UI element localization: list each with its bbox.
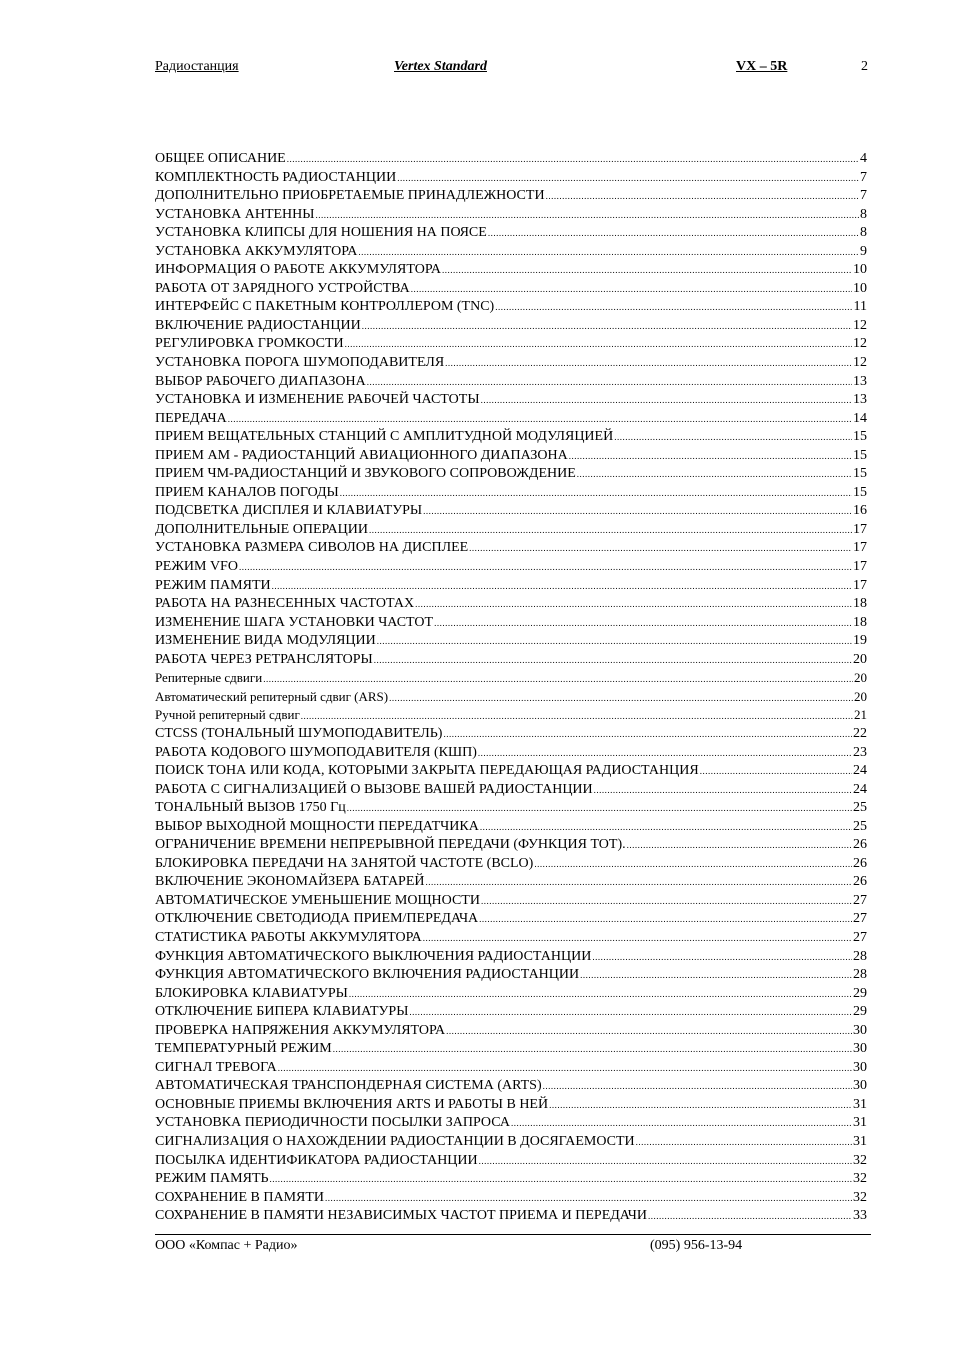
toc-entry-page: 31 (853, 1096, 867, 1112)
toc-entry-page: 20 (854, 670, 867, 686)
toc-entry-page: 12 (853, 317, 867, 333)
toc-entry[interactable] (155, 985, 867, 1004)
toc-dot-leader (594, 781, 852, 800)
toc-entry[interactable] (155, 484, 867, 503)
toc-entry-page: 31 (853, 1133, 867, 1149)
toc-entry[interactable] (155, 1189, 867, 1208)
toc-entry-page: 22 (853, 725, 867, 741)
toc-entry-page: 15 (853, 484, 867, 500)
toc-entry-page: 17 (853, 540, 867, 556)
toc-entry-title: ДОПОЛНИТЕЛЬНО ПРИОБРЕТАЕМЫЕ ПРИНАДЛЕЖНОСТИ (155, 188, 545, 204)
toc-entry[interactable] (155, 966, 867, 985)
toc-entry[interactable] (155, 836, 867, 855)
toc-entry[interactable] (155, 502, 867, 521)
toc-entry[interactable] (155, 614, 867, 633)
toc-entry-page: 29 (853, 985, 867, 1001)
toc-dot-leader (272, 577, 852, 596)
toc-entry[interactable] (155, 298, 867, 317)
toc-entry[interactable] (155, 688, 867, 707)
toc-entry[interactable] (155, 669, 867, 688)
toc-entry-title: CTCSS (ТОНАЛЬНЫЙ ШУМОПОДАВИТЕЛЬ) (155, 725, 443, 741)
toc-entry-page: 24 (853, 763, 867, 779)
toc-entry-page: 9 (860, 243, 867, 259)
toc-entry[interactable] (155, 1022, 867, 1041)
toc-dot-leader (445, 354, 852, 373)
toc-dot-leader (614, 428, 852, 447)
toc-entry-title: СОХРАНЕНИЕ В ПАМЯТИ (155, 1189, 325, 1205)
toc-entry[interactable] (155, 150, 867, 169)
footer-company: ООО «Компас + Радио» (155, 1238, 298, 1253)
toc-entry-page: 20 (854, 688, 867, 704)
toc-entry[interactable] (155, 447, 867, 466)
toc-entry[interactable] (155, 1170, 867, 1189)
toc-dot-leader (287, 150, 859, 169)
toc-entry-page: 7 (860, 169, 867, 185)
toc-dot-leader (367, 373, 852, 392)
toc-entry-title: ТОНАЛЬНЫЙ ВЫЗОВ 1750 Гц (155, 800, 346, 816)
toc-entry-title: РАБОТА ОТ ЗАРЯДНОГО УСТРОЙСТВА (155, 280, 410, 296)
toc-entry-page: 4 (860, 151, 867, 166)
toc-entry[interactable] (155, 799, 867, 818)
toc-dot-leader (426, 873, 853, 892)
toc-entry[interactable] (155, 1133, 867, 1152)
toc-dot-leader (347, 799, 852, 818)
toc-entry[interactable] (155, 521, 867, 540)
toc-entry-title: РАБОТА С СИГНАЛИЗАЦИЕЙ О ВЫЗОВЕ ВАШЕЙ РАДИОСТАНЦИИ (155, 781, 593, 797)
toc-dot-leader (478, 744, 852, 763)
toc-entry-page: 26 (853, 837, 867, 853)
toc-entry-page: 28 (853, 948, 867, 964)
toc-entry-title: ПРИЕМ АМ - РАДИОСТАНЦИЙ АВИАЦИОННОГО ДИАПАЗОНА (155, 447, 568, 463)
toc-entry-page: 8 (860, 206, 867, 222)
toc-entry-page: 28 (853, 967, 867, 983)
table-of-contents (155, 150, 867, 1226)
toc-entry-page: 15 (853, 429, 867, 445)
toc-entry-page: 17 (853, 577, 867, 593)
toc-entry[interactable] (155, 1040, 867, 1059)
toc-entry-title: ПОИСК ТОНА ИЛИ КОДА, КОТОРЫМИ ЗАКРЫТА ПЕРЕДАЮЩАЯ РАДИОСТАНЦИЯ (155, 763, 699, 779)
toc-entry[interactable] (155, 762, 867, 781)
toc-entry-title: ИЗМЕНЕНИЕ ШАГА УСТАНОВКИ ЧАСТОТ (155, 614, 434, 630)
toc-dot-leader (481, 391, 852, 410)
toc-entry[interactable] (155, 1114, 867, 1133)
header-brand: Vertex Standard (394, 59, 487, 74)
toc-entry-title: ПРИЕМ ЧМ-РАДИОСТАНЦИЙ И ЗВУКОВОГО СОПРОВОЖДЕНИЕ (155, 466, 576, 482)
toc-entry-title: ВЫБОР РАБОЧЕГО ДИАПАЗОНА (155, 373, 366, 389)
toc-entry-page: 27 (853, 892, 867, 908)
toc-dot-leader (270, 1170, 852, 1189)
page-footer (155, 1238, 871, 1256)
toc-entry-title: ТЕМПЕРАТУРНЫЙ РЕЖИМ (155, 1041, 332, 1057)
toc-entry[interactable] (155, 335, 867, 354)
toc-entry-title: УСТАНОВКА КЛИПСЫ ДЛЯ НОШЕНИЯ НА ПОЯСЕ (155, 225, 487, 241)
toc-entry-title: ПОСЫЛКА ИДЕНТИФИКАТОРА РАДИОСТАНЦИИ (155, 1152, 478, 1168)
toc-dot-leader (374, 651, 852, 670)
toc-dot-leader (411, 280, 852, 299)
toc-entry-title: Автоматический репитерный сдвиг (ARS) (155, 688, 389, 704)
toc-dot-leader (397, 169, 859, 188)
toc-dot-leader (580, 966, 852, 985)
toc-entry-title: ОТКЛЮЧЕНИЕ СВЕТОДИОДА ПРИЕМ/ПЕРЕДАЧА (155, 911, 479, 927)
toc-entry-title: УСТАНОВКА ПОРОГА ШУМОПОДАВИТЕЛЯ (155, 355, 445, 371)
toc-entry[interactable] (155, 539, 867, 558)
toc-entry-title: ПРИЕМ КАНАЛОВ ПОГОДЫ (155, 484, 339, 500)
toc-dot-leader (340, 484, 852, 503)
toc-entry-title: КОМПЛЕКТНОСТЬ РАДИОСТАНЦИИ (155, 169, 397, 185)
toc-entry-title: ВКЛЮЧЕНИЕ ЭКОНОМАЙЗЕРА БАТАРЕЙ (155, 874, 425, 890)
toc-entry-title: ДОПОЛНИТЕЛЬНЫЕ ОПЕРАЦИИ (155, 521, 368, 537)
toc-entry[interactable] (155, 948, 867, 967)
toc-entry[interactable] (155, 744, 867, 763)
toc-entry-title: ИЗМЕНЕНИЕ ВИДА МОДУЛЯЦИИ (155, 633, 376, 649)
toc-entry-title: БЛОКИРОВКА ПЕРЕДАЧИ НА ЗАНЯТОЙ ЧАСТОТЕ (BCLO) (155, 855, 534, 871)
toc-entry-title: Ручной репитерный сдвиг (155, 707, 300, 723)
toc-entry-title: ОБЩЕЕ ОПИСАНИЕ (155, 151, 286, 166)
toc-entry-page: 31 (853, 1115, 867, 1131)
toc-dot-leader (358, 243, 859, 262)
toc-dot-leader (415, 595, 852, 614)
toc-entry-title: РАБОТА КОДОВОГО ШУМОПОДАВИТЕЛЯ (КШП) (155, 744, 477, 760)
toc-entry-page: 13 (853, 392, 867, 408)
toc-entry-title: ФУНКЦИЯ АВТОМАТИЧЕСКОГО ВКЛЮЧЕНИЯ РАДИОСТАНЦИИ (155, 967, 580, 983)
toc-entry-title: АВТОМАТИЧЕСКОЕ УМЕНЬШЕНИЕ МОЩНОСТИ (155, 892, 480, 908)
toc-entry[interactable] (155, 410, 867, 429)
toc-entry[interactable] (155, 169, 867, 188)
toc-entry[interactable] (155, 1207, 867, 1226)
toc-dot-leader (627, 836, 852, 855)
toc-dot-leader (362, 317, 852, 336)
toc-dot-leader (469, 539, 852, 558)
footer-divider (155, 1234, 871, 1235)
toc-entry[interactable] (155, 818, 867, 837)
toc-entry[interactable] (155, 595, 867, 614)
toc-dot-leader (479, 1152, 852, 1171)
toc-dot-leader (636, 1133, 852, 1152)
toc-entry-page: 15 (853, 447, 867, 463)
toc-entry[interactable] (155, 651, 867, 670)
toc-entry-page: 25 (853, 818, 867, 834)
toc-entry-title: УСТАНОВКА АККУМУЛЯТОРА (155, 243, 358, 259)
toc-entry-title: ИНФОРМАЦИЯ О РАБОТЕ АККУМУЛЯТОРА (155, 262, 441, 278)
toc-entry-title: СОХРАНЕНИЕ В ПАМЯТИ НЕЗАВИСИМЫХ ЧАСТОТ ПРИЕМА И ПЕРЕДАЧИ (155, 1208, 647, 1224)
toc-entry-title: РЕЖИМ ПАМЯТИ (155, 577, 271, 593)
toc-entry-page: 32 (853, 1152, 867, 1168)
toc-entry[interactable] (155, 317, 867, 336)
toc-entry-title: ПЕРЕДАЧА (155, 410, 227, 426)
toc-dot-leader (345, 335, 852, 354)
toc-entry[interactable] (155, 910, 867, 929)
toc-entry-page: 13 (853, 373, 867, 389)
page-header (155, 59, 868, 77)
toc-entry-page: 29 (853, 1004, 867, 1020)
toc-entry-title: ВКЛЮЧЕНИЕ РАДИОСТАНЦИИ (155, 317, 361, 333)
toc-entry-title: ВЫБОР ВЫХОДНОЙ МОЩНОСТИ ПЕРЕДАТЧИКА (155, 818, 479, 834)
toc-entry[interactable] (155, 1059, 867, 1078)
toc-entry[interactable] (155, 558, 867, 577)
toc-dot-leader (648, 1207, 852, 1226)
toc-entry[interactable] (155, 261, 867, 280)
toc-dot-leader (543, 1077, 852, 1096)
toc-entry-page: 7 (860, 188, 867, 204)
toc-entry-page: 20 (853, 651, 867, 667)
toc-entry-title: ФУНКЦИЯ АВТОМАТИЧЕСКОГО ВЫКЛЮЧЕНИЯ РАДИОСТАНЦИИ (155, 948, 592, 964)
toc-entry[interactable] (155, 206, 867, 225)
toc-entry-title: РЕЖИМ VFO (155, 559, 238, 575)
toc-entry[interactable] (155, 929, 867, 948)
toc-entry-page: 32 (853, 1171, 867, 1187)
toc-entry-page: 17 (853, 521, 867, 537)
toc-dot-leader (511, 1114, 852, 1133)
toc-entry[interactable] (155, 465, 867, 484)
toc-entry[interactable] (155, 892, 867, 911)
toc-entry-page: 10 (853, 280, 867, 296)
toc-entry[interactable] (155, 1152, 867, 1171)
toc-dot-leader (434, 614, 852, 633)
toc-entry-page: 19 (853, 633, 867, 649)
toc-entry-page: 11 (853, 299, 867, 315)
toc-entry-page: 24 (853, 781, 867, 797)
toc-entry-page: 12 (853, 355, 867, 371)
toc-entry-title: РЕГУЛИРОВКА ГРОМКОСТИ (155, 336, 344, 352)
toc-entry[interactable] (155, 373, 867, 392)
toc-dot-leader (423, 502, 852, 521)
toc-dot-leader (409, 1003, 852, 1022)
toc-dot-leader (443, 725, 852, 744)
toc-entry[interactable] (155, 725, 867, 744)
toc-entry-page: 32 (853, 1189, 867, 1205)
toc-entry-title: РЕЖИМ ПАМЯТЬ (155, 1171, 269, 1187)
toc-dot-leader (495, 298, 852, 317)
toc-entry-title: РАБОТА ЧЕРЕЗ РЕТРАНСЛЯТОРЫ (155, 651, 373, 667)
toc-entry-page: 33 (853, 1208, 867, 1224)
toc-entry-title: ОГРАНИЧЕНИЕ ВРЕМЕНИ НЕПРЕРЫВНОЙ ПЕРЕДАЧИ (ФУНКЦИЯ ТОТ). (155, 837, 626, 853)
toc-dot-leader (263, 670, 853, 688)
toc-dot-leader (577, 465, 852, 484)
toc-entry-page: 17 (853, 559, 867, 575)
toc-entry[interactable] (155, 706, 867, 725)
header-model: VX – 5R (736, 59, 788, 74)
toc-dot-leader (481, 892, 852, 911)
toc-dot-leader (446, 1022, 852, 1041)
toc-dot-leader (592, 948, 852, 967)
toc-entry[interactable] (155, 1077, 867, 1096)
toc-entry-title: СИГНАЛИЗАЦИЯ О НАХОЖДЕНИИ РАДИОСТАНЦИИ В ДОСЯГАЕМОСТИ (155, 1133, 635, 1149)
toc-entry-page: 18 (853, 614, 867, 630)
toc-entry[interactable] (155, 632, 867, 651)
toc-entry[interactable] (155, 280, 867, 299)
toc-entry-page: 21 (854, 707, 867, 723)
toc-dot-leader (301, 707, 853, 725)
toc-entry[interactable] (155, 781, 867, 800)
toc-entry[interactable] (155, 1096, 867, 1115)
toc-entry-page: 30 (853, 1059, 867, 1075)
toc-dot-leader (389, 689, 853, 707)
toc-entry[interactable] (155, 428, 867, 447)
page-number: 2 (861, 59, 868, 74)
toc-entry[interactable] (155, 873, 867, 892)
toc-dot-leader (488, 224, 859, 243)
toc-dot-leader (549, 1096, 852, 1115)
toc-dot-leader (377, 632, 852, 651)
toc-entry[interactable] (155, 391, 867, 410)
toc-entry-page: 10 (853, 262, 867, 278)
toc-entry-page: 25 (853, 800, 867, 816)
toc-entry-page: 16 (853, 503, 867, 519)
toc-entry-title: УСТАНОВКА ПЕРИОДИЧНОСТИ ПОСЫЛКИ ЗАПРОСА (155, 1115, 510, 1131)
toc-entry[interactable] (155, 1003, 867, 1022)
toc-entry-title: ПОДСВЕТКА ДИСПЛЕЯ И КЛАВИАТУРЫ (155, 503, 423, 519)
toc-entry[interactable] (155, 855, 867, 874)
toc-dot-leader (278, 1059, 852, 1078)
toc-entry[interactable] (155, 354, 867, 373)
toc-dot-leader (700, 762, 852, 781)
toc-dot-leader (569, 447, 852, 466)
toc-entry-title: УСТАНОВКА АНТЕННЫ (155, 206, 315, 222)
toc-entry[interactable] (155, 243, 867, 262)
toc-entry-title: СТАТИСТИКА РАБОТЫ АККУМУЛЯТОРА (155, 929, 422, 945)
toc-dot-leader (423, 929, 852, 948)
toc-entry-title: СИГНАЛ ТРЕВОГА (155, 1059, 277, 1075)
toc-entry-page: 30 (853, 1041, 867, 1057)
toc-entry[interactable] (155, 187, 867, 206)
toc-entry-page: 30 (853, 1022, 867, 1038)
toc-entry-page: 18 (853, 596, 867, 612)
toc-dot-leader (349, 985, 852, 1004)
toc-entry-title: АВТОМАТИЧЕСКАЯ ТРАНСПОНДЕРНАЯ СИСТЕМА (ARTS) (155, 1078, 542, 1094)
toc-entry-page: 27 (853, 911, 867, 927)
toc-entry-page: 23 (853, 744, 867, 760)
toc-dot-leader (442, 261, 852, 280)
toc-entry-title: БЛОКИРОВКА КЛАВИАТУРЫ (155, 985, 348, 1001)
toc-entry-page: 26 (853, 855, 867, 871)
toc-entry-page: 15 (853, 466, 867, 482)
toc-entry-page: 26 (853, 874, 867, 890)
toc-dot-leader (546, 187, 859, 206)
toc-entry-title: ОТКЛЮЧЕНИЕ БИПЕРА КЛАВИАТУРЫ (155, 1004, 409, 1020)
toc-entry[interactable] (155, 577, 867, 596)
toc-entry-title: УСТАНОВКА И ИЗМЕНЕНИЕ РАБОЧЕЙ ЧАСТОТЫ (155, 392, 480, 408)
toc-entry-page: 30 (853, 1078, 867, 1094)
toc-dot-leader (369, 521, 852, 540)
toc-entry-page: 27 (853, 929, 867, 945)
toc-dot-leader (239, 558, 852, 577)
toc-dot-leader (325, 1189, 852, 1208)
toc-dot-leader (534, 855, 852, 874)
toc-entry-title: РАБОТА НА РАЗНЕСЕННЫХ ЧАСТОТАХ (155, 596, 415, 612)
header-title: Радиостанция (155, 59, 239, 74)
toc-entry-title: ОСНОВНЫЕ ПРИЕМЫ ВКЛЮЧЕНИЯ ARTS И РАБОТЫ В НЕЙ (155, 1096, 549, 1112)
toc-dot-leader (480, 818, 852, 837)
toc-entry-page: 8 (860, 225, 867, 241)
toc-dot-leader (315, 206, 859, 225)
toc-entry-title: ПРОВЕРКА НАПРЯЖЕНИЯ АККУМУЛЯТОРА (155, 1022, 446, 1038)
toc-dot-leader (228, 410, 852, 429)
toc-entry-title: Репитерные сдвиги (155, 670, 263, 686)
toc-entry-title: УСТАНОВКА РАЗМЕРА СИВОЛОВ НА ДИСПЛЕЕ (155, 540, 469, 556)
toc-entry-title: ПРИЕМ ВЕЩАТЕЛЬНЫХ СТАНЦИЙ С АМПЛИТУДНОЙ МОДУЛЯЦИЕЙ (155, 429, 614, 445)
toc-entry-title: ИНТЕРФЕЙС С ПАКЕТНЫМ КОНТРОЛЛЕРОМ (TNC) (155, 299, 495, 315)
toc-entry-page: 14 (853, 410, 867, 426)
footer-phone: (095) 956-13-94 (650, 1238, 743, 1253)
toc-dot-leader (333, 1040, 852, 1059)
toc-entry[interactable] (155, 224, 867, 243)
toc-entry-page: 12 (853, 336, 867, 352)
toc-dot-leader (479, 910, 852, 929)
